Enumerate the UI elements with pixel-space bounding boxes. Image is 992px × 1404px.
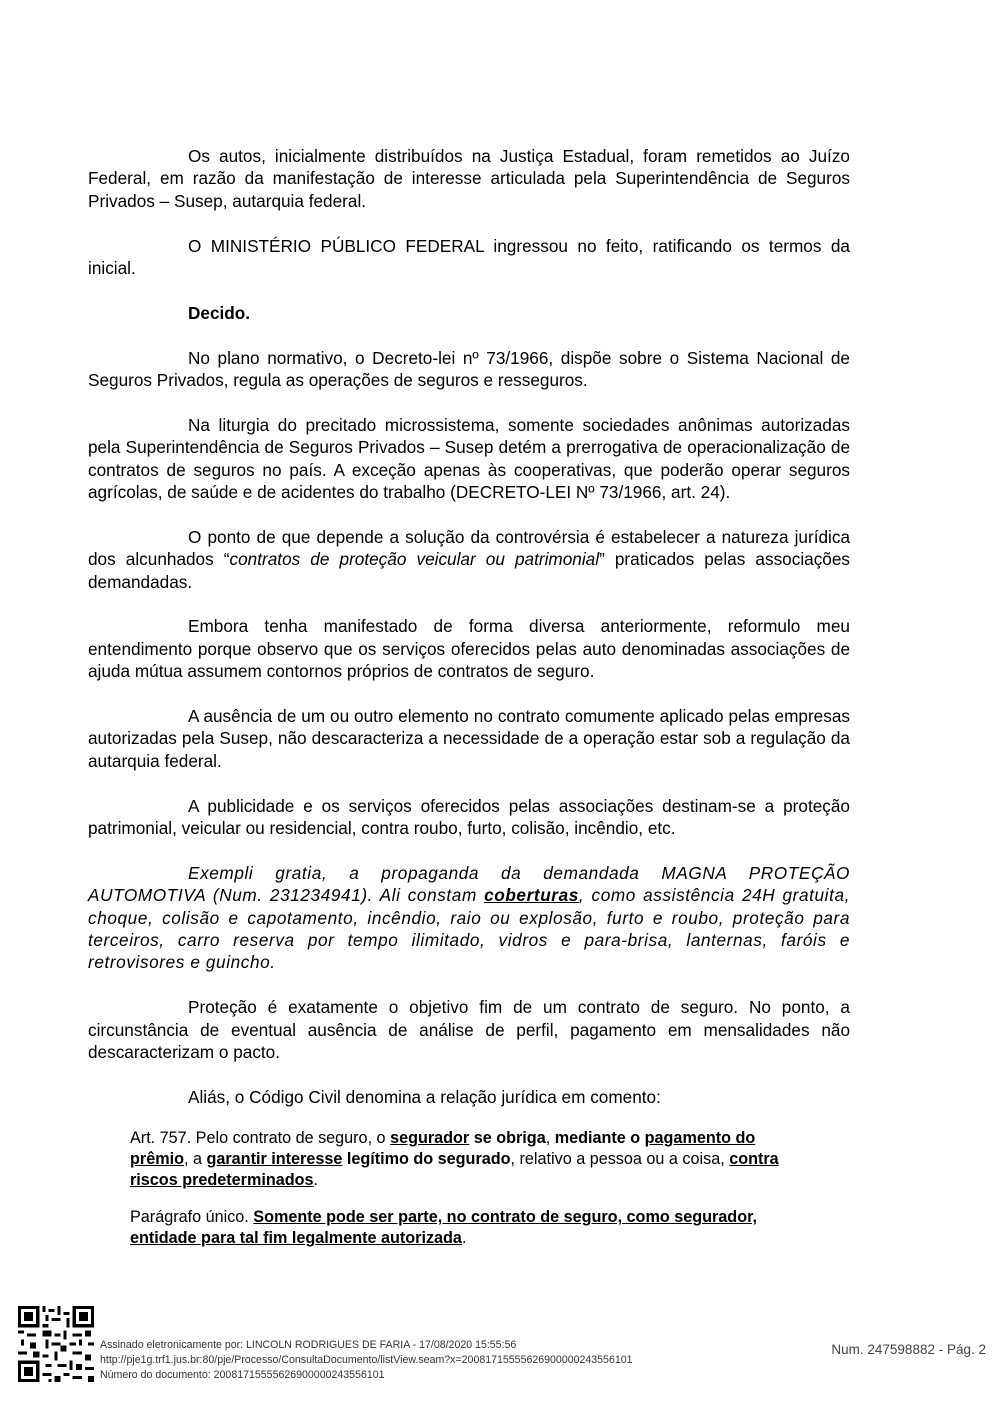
bold-term: mediante o	[554, 1129, 641, 1148]
qr-code-icon	[18, 1306, 94, 1382]
emphasized-term: coberturas	[484, 885, 579, 906]
text-segment: Parágrafo único.	[130, 1208, 254, 1227]
page-number: Num. 247598882 - Pág. 2	[831, 1342, 986, 1357]
italic-term: contratos de proteção veicular ou patrimonial	[229, 549, 600, 570]
document-number: Número do documento: 20081715555626900000243556101	[100, 1369, 385, 1381]
emphasized-term: contra riscos predeterminados	[130, 1150, 779, 1190]
paragraph-embora: Embora tenha manifestado de forma diversa anteriormente, reformulo meu entendimento porque observo que os serviços oferecidos pelas auto denominadas associações de ajuda mútua assumem contornos próprios de contratos de seguro.	[88, 616, 850, 682]
text-segment: , a	[183, 1150, 207, 1169]
paragraph-alias: Aliás, o Código Civil denomina a relação jurídica em comento:	[188, 1086, 661, 1107]
legal-quote	[130, 1128, 810, 1249]
paragraph-mpf: O MINISTÉRIO PÚBLICO FEDERAL ingressou no feito, ratificando os termos da inicial.	[88, 235, 850, 279]
paragraph-plano-normativo: No plano normativo, o Decreto-lei nº 73/1966, dispõe sobre o Sistema Nacional de Seguros Privados, regula as operações de seguros e resseguros.	[88, 347, 850, 391]
signed-by-line: Assinado eletronicamente por: LINCOLN RODRIGUES DE FARIA - 17/08/2020 15:55:56	[100, 1339, 517, 1351]
text-segment: O ponto de que depende a solução da controvérsia é estabelecer a natureza jurídica dos alcunhados “	[88, 526, 850, 570]
quote-paragrafo-unico	[130, 1207, 810, 1249]
paragraph-protecao: Proteção é exatamente o objetivo fim de um contrato de seguro. No ponto, a circunstância de eventual ausência de análise de perfil, pagamento em mensalidades não descaracterizam o pacto.	[88, 997, 850, 1063]
paragraph-ponto	[88, 526, 850, 593]
text-segment: Art. 757. Pelo contrato de seguro, o	[130, 1129, 391, 1148]
quote-article-757	[130, 1128, 810, 1191]
paragraph-publicidade: A publicidade e os serviços oferecidos pelas associações destinam-se a proteção patrimonial, veicular ou residencial, contra roubo, furto, colisão, incêndio, etc.	[88, 795, 850, 839]
heading-decido: Decido.	[188, 302, 251, 323]
document-url[interactable]: http://pje1g.trf1.jus.br:80/pje/Processo/ConsultaDocumento/listView.seam?x=20081715555626900000243556101	[100, 1354, 633, 1366]
emphasized-term: garantir interesse	[206, 1150, 343, 1169]
emphasized-term: pagamento do prêmio	[130, 1129, 756, 1169]
paragraph-exempli-gratia	[88, 862, 850, 974]
paragraph-liturgia: Na liturgia do precitado microssistema, somente sociedades anônimas autorizadas pela Superintendência de Seguros Privados – Susep detém a prerrogativa de operacionalização de contratos de seguros no país. A exceção apenas às cooperativas, que poderão operar seguros agrícolas, de saúde e de acidentes do trabalho (DECRETO-LEI Nº 73/1966, art. 24).	[88, 414, 850, 503]
text-segment: , relativo a pessoa ou a coisa,	[510, 1150, 730, 1169]
text-segment: ,	[545, 1129, 555, 1148]
text-segment: .	[461, 1229, 467, 1248]
text-segment: .	[313, 1171, 319, 1190]
signature-footer	[18, 1306, 988, 1386]
emphasized-term: Somente pode ser parte, no contrato de seguro, como segurador, entidade para tal fim legalmente autorizada	[130, 1208, 757, 1248]
paragraph-ausencia: A ausência de um ou outro elemento no contrato comumente aplicado pelas empresas autorizadas pela Susep, não descaracteriza a necessidade de a operação estar sob a regulação da autarquia federal.	[88, 706, 850, 771]
text-segment: ” praticados pelas associações demandadas.	[88, 549, 851, 592]
text-segment: Exempli gratia, a propaganda da demandada MAGNA PROTEÇÃO AUTOMOTIVA (Num. 231234941). Ali constam	[88, 862, 850, 906]
paragraph-autos: Os autos, inicialmente distribuídos na Justiça Estadual, foram remetidos ao Juízo Federal, em razão da manifestação de interesse articulada pela Superintendência de Seguros Privados – Susep, autarquia federal.	[88, 146, 850, 211]
bold-term: legítimo do segurado	[342, 1150, 511, 1169]
text-segment: , como assistência 24H gratuita, choque, colisão e capotamento, incêndio, raio ou explosão, furto e roubo, proteção para terceiros, carro reserva por tempo ilimitado, vidros e para-brisa, lanternas, faróis e retrovisores e guincho.	[88, 885, 850, 973]
emphasized-term: segurador	[390, 1129, 470, 1148]
document-body	[88, 145, 850, 1265]
signature-block	[100, 1338, 633, 1383]
bold-term: se obriga	[469, 1129, 546, 1148]
